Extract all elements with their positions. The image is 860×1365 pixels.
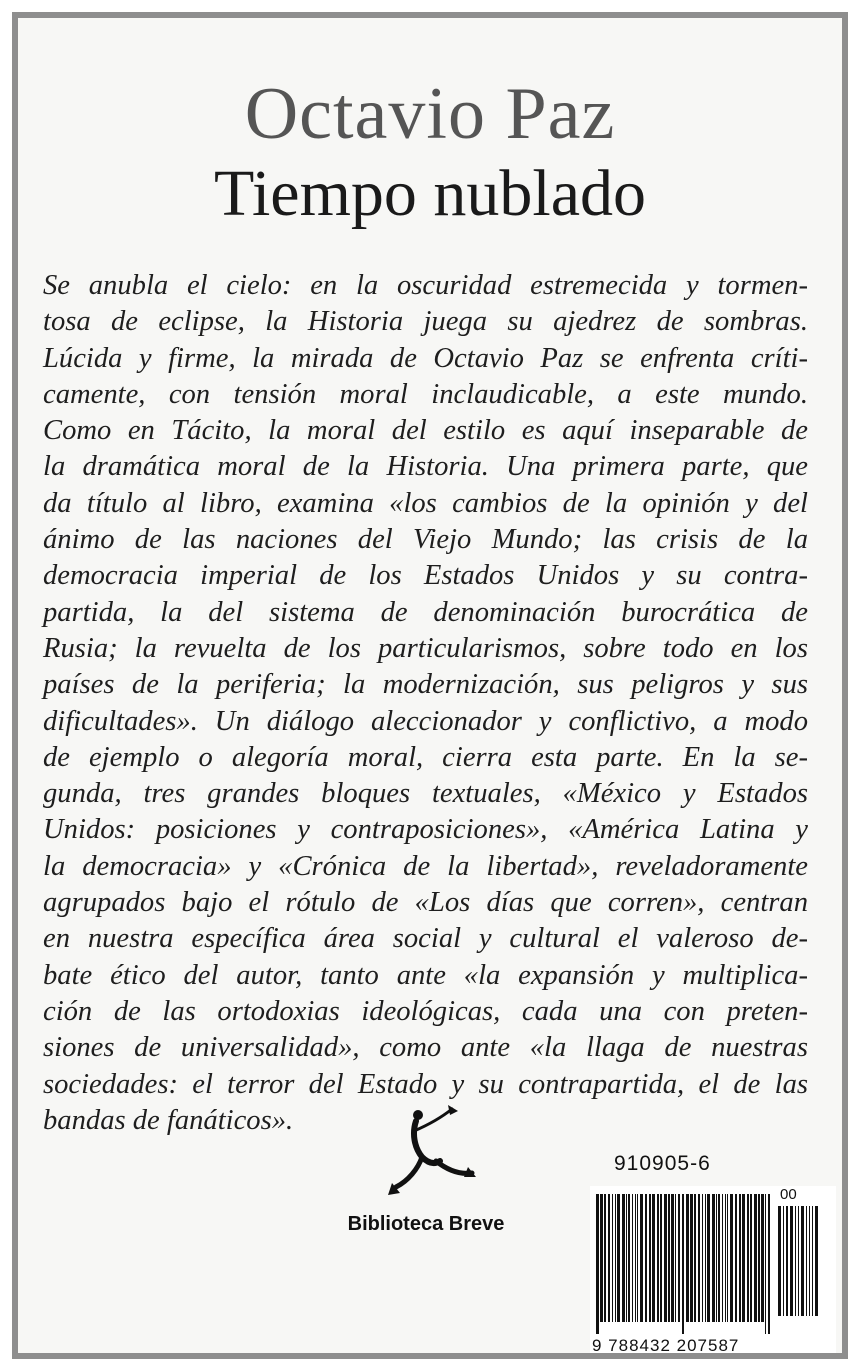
author-name: Octavio Paz xyxy=(244,73,616,155)
barcode-addon-bar xyxy=(809,1206,810,1316)
barcode-bar xyxy=(660,1194,662,1322)
barcode-addon-bar xyxy=(790,1206,793,1316)
blurb-line: la dramática moral de la Historia. Una primera parte, que xyxy=(43,451,808,483)
blurb-line: la democracia» y «Crónica de la libertad», reveladoramente xyxy=(43,850,808,882)
barcode-bar xyxy=(668,1194,670,1322)
barcode-bar xyxy=(727,1194,728,1322)
barcode-bar xyxy=(761,1194,764,1322)
barcode-bar xyxy=(702,1194,703,1322)
blurb-line: bate ético del autor, tanto ante «la expansión y multiplica- xyxy=(43,959,808,991)
barcode-addon-bar xyxy=(778,1206,781,1316)
barcode-bar xyxy=(768,1194,770,1334)
barcode-bar xyxy=(754,1194,757,1322)
blurb-line: democracia imperial de los Estados Unidos y su contra- xyxy=(43,560,808,592)
isbn-code: 910905-6 xyxy=(614,1152,711,1175)
barcode-bar xyxy=(718,1194,720,1322)
blurb-line: siones de universalidad», como ante «la llaga de nuestras xyxy=(43,1032,808,1064)
barcode-bar xyxy=(637,1194,638,1322)
barcode-bar xyxy=(682,1194,684,1334)
blurb-line: agrupados bajo el rótulo de «Los días que corren», centran xyxy=(43,887,808,919)
barcode-bar xyxy=(628,1194,630,1322)
barcode-bar xyxy=(596,1194,599,1334)
barcode-addon-bar xyxy=(801,1206,804,1316)
barcode-bar xyxy=(698,1194,700,1322)
blurb-line: Como en Tácito, la moral del estilo es aquí inseparable de xyxy=(43,415,808,447)
barcode-bar xyxy=(604,1194,606,1322)
barcode-bar xyxy=(707,1194,710,1322)
blurb-line: en nuestra específica área social y cultural el valeroso de- xyxy=(43,923,808,955)
barcode-addon-bar xyxy=(798,1206,799,1316)
barcode-addon-bars xyxy=(778,1206,818,1316)
barcode-bar xyxy=(694,1194,696,1322)
publisher-name: Biblioteca Breve xyxy=(347,1213,505,1235)
barcode-bars xyxy=(596,1194,772,1334)
barcode-bar xyxy=(750,1194,752,1322)
barcode-bar xyxy=(742,1194,745,1322)
barcode-bar xyxy=(635,1194,636,1322)
barcode-bar xyxy=(649,1194,651,1322)
barcode-bar xyxy=(657,1194,659,1322)
blurb-line: tosa de eclipse, la Historia juega su ajedrez de sombras. xyxy=(43,306,808,338)
blurb-line: Unidos: posiciones y contraposiciones», «América Latina y xyxy=(43,814,808,846)
barcode-addon-bar xyxy=(786,1206,788,1316)
barcode-bar xyxy=(671,1194,674,1322)
barcode-bar xyxy=(712,1194,715,1322)
barcode-addon-bar xyxy=(795,1206,796,1316)
barcode-addon-label: 00 xyxy=(780,1186,797,1203)
barcode-bar xyxy=(678,1194,680,1322)
blurb-line: sociedades: el terror del Estado y su contrapartida, el de las xyxy=(43,1068,808,1100)
barcode-addon-bar xyxy=(806,1206,807,1316)
barcode-bar xyxy=(600,1194,603,1322)
book-back-cover xyxy=(12,12,848,1359)
blurb-line: camente, con tensión moral inclaudicable, a este mundo. xyxy=(43,378,808,410)
blurb-text xyxy=(43,268,808,1139)
blurb-line: gunda, tres grandes bloques textuales, «México y Estados xyxy=(43,778,808,810)
barcode-addon-bar xyxy=(783,1206,784,1316)
barcode-bar xyxy=(722,1194,723,1322)
barcode-bar xyxy=(675,1194,676,1322)
barcode-bar xyxy=(686,1194,689,1322)
barcode-number: 9 788432 207587 xyxy=(592,1336,740,1355)
blurb-line: países de la periferia; la modernización, sus peligros y sus xyxy=(43,669,808,701)
barcode-bar xyxy=(612,1194,613,1322)
barcode-bar xyxy=(640,1194,643,1322)
barcode-bar xyxy=(626,1194,627,1322)
barcode-bar xyxy=(617,1194,620,1322)
barcode-bar xyxy=(725,1194,726,1322)
blurb-line: ánimo de las naciones del Viejo Mundo; las crisis de la xyxy=(43,524,808,556)
barcode-bar xyxy=(632,1194,633,1322)
barcode-addon-bar xyxy=(815,1206,818,1316)
barcode-bar xyxy=(716,1194,717,1322)
barcode-bar xyxy=(739,1194,741,1322)
blurb-line: de ejemplo o alegoría moral, cierra esta parte. En la se- xyxy=(43,741,808,773)
barcode-bar xyxy=(747,1194,749,1322)
barcode-bar xyxy=(615,1194,616,1322)
barcode-bar xyxy=(730,1194,733,1322)
blurb-line: ción de las ortodoxias ideológicas, cada una con preten- xyxy=(43,995,808,1027)
blurb-line: Lúcida y firme, la mirada de Octavio Paz se enfrenta críti- xyxy=(43,342,808,374)
blurb-line: da título al libro, examina «los cambios de la opinión y del xyxy=(43,487,808,519)
barcode-bar xyxy=(705,1194,706,1322)
blurb-line: dificultades». Un diálogo aleccionador y conflictivo, a modo xyxy=(43,705,808,737)
barcode-addon-bar xyxy=(812,1206,813,1316)
book-title: Tiempo nublado xyxy=(213,157,647,230)
barcode-bar xyxy=(622,1194,625,1322)
blurb-line: bandas de fanáticos». xyxy=(43,1104,294,1136)
barcode-bar xyxy=(735,1194,737,1322)
blurb-line: Se anubla el cielo: en la oscuridad estremecida y tormen- xyxy=(43,270,808,301)
blurb-line: partida, la del sistema de denominación burocrática de xyxy=(43,596,808,628)
publisher-logo-icon xyxy=(378,1103,488,1213)
barcode-bar xyxy=(608,1194,610,1322)
barcode-bar xyxy=(758,1194,760,1322)
blurb-line: Rusia; la revuelta de los particularismos, sobre todo en los xyxy=(43,632,808,664)
barcode-bar xyxy=(690,1194,693,1322)
barcode xyxy=(590,1186,836,1358)
barcode-bar xyxy=(765,1194,766,1334)
barcode-bar xyxy=(645,1194,647,1322)
barcode-bar xyxy=(652,1194,655,1322)
barcode-bar xyxy=(664,1194,667,1322)
